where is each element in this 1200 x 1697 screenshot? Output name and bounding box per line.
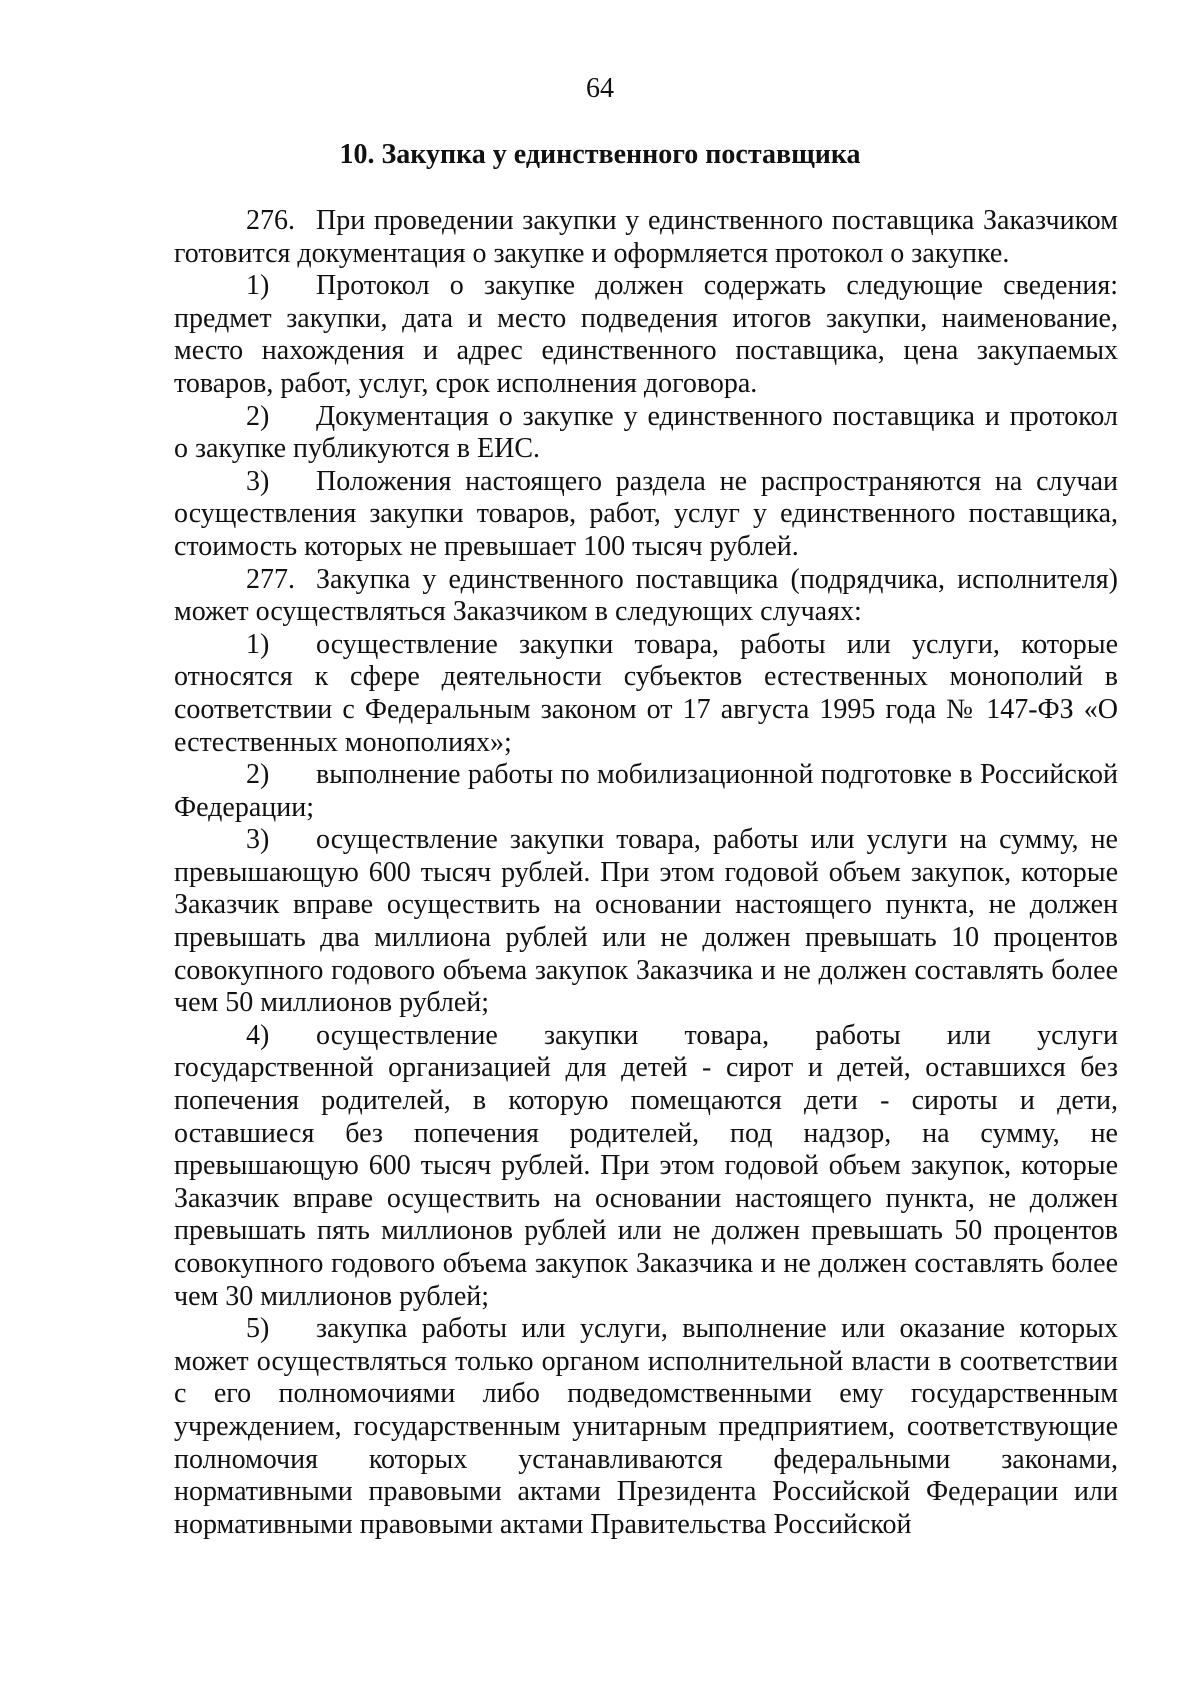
paragraph-number: 277.: [246, 563, 295, 595]
paragraph: [174, 1313, 1118, 1541]
paragraph: [174, 824, 1118, 1020]
paragraph-text: осуществление закупки товара, работы или услуги государственной организацией для детей - сирот и детей, оставшихся без попечения родителей, в которую помещаются дети - сироты и дети, оставшиеся без попечения родителей, под надзор, на сумму, не превышающую 600 тысяч рублей. При этом годовой объем закупок, которые Заказчик вправе осуществить на основании настоящего пункта, не должен превышать пять миллионов рублей или не должен превышать 50 процентов совокупного годового объема закупок Заказчика и не должен составлять более чем 30 миллионов рублей;: [174, 1019, 1118, 1312]
paragraph: [174, 629, 1118, 759]
paragraph-text: Протокол о закупке должен содержать следующие сведения: предмет закупки, дата и место подведения итогов закупки, наименование, место нахождения и адрес единственного поставщика, цена закупаемых товаров, работ, услуг, срок исполнения договора.: [174, 270, 1118, 399]
paragraph-text: закупка работы или услуги, выполнение или оказание которых может осуществляться только органом исполнительной власти в соответствии с его полномочиями либо подведомственными ему государственным учреждением, государственным унитарным предприятием, соответствующие полномочия которых устанавливаются федеральными законами, нормативными правовыми актами Президента Российской Федерации или нормативными правовыми актами Правительства Российской: [174, 1313, 1118, 1540]
paragraph-text: Документация о закупке у единственного поставщика и протокол о закупке публикуются в ЕИС.: [174, 400, 1118, 465]
paragraph: [174, 401, 1118, 466]
paragraph-number: 4): [246, 1019, 270, 1051]
paragraph-number: 5): [246, 1313, 270, 1345]
paragraph: [174, 466, 1118, 564]
paragraph-number: 3): [246, 824, 270, 856]
body-text: [174, 205, 1118, 1541]
paragraph: [174, 270, 1118, 400]
page-number: 64: [586, 73, 614, 104]
paragraph-text: Положения настоящего раздела не распространяются на случаи осуществления закупки товаров, работ, услуг у единственного поставщика, стоимость которых не превышает 100 тысяч рублей.: [174, 465, 1118, 562]
paragraph-text: При проведении закупки у единственного поставщика Заказчиком готовится документация о закупке и оформляется протокол о закупке.: [174, 205, 1118, 269]
paragraph-text: осуществление закупки товара, работы или услуги, которые относятся к сфере деятельности субъектов естественных монополий в соответствии с Федеральным законом от 17 августа 1995 года № 147-ФЗ «О естественных монополиях»;: [174, 628, 1118, 758]
paragraph-text: выполнение работы по мобилизационной подготовке в Российской Федерации;: [174, 759, 1118, 823]
paragraph-number: 1): [246, 270, 270, 302]
section-title: 10. Закупка у единственного поставщика: [339, 139, 861, 170]
paragraph-number: 1): [246, 628, 270, 660]
paragraph-text: Закупка у единственного поставщика (подрядчика, исполнителя) может осуществляться Заказчиком в следующих случаях:: [174, 563, 1118, 628]
paragraph-number: 276.: [246, 205, 295, 236]
paragraph-text: осуществление закупки товара, работы или услуги на сумму, не превышающую 600 тысяч рублей. При этом годовой объем закупок, которые Заказчик вправе осуществить на основании настоящего пункта, не должен превышать два миллиона рублей или не должен превышать 10 процентов совокупного годового объема закупок Заказчика и не должен составлять более чем 50 миллионов рублей;: [174, 824, 1118, 1019]
paragraph-number: 2): [246, 759, 270, 791]
paragraph-number: 3): [246, 465, 270, 497]
paragraph: [174, 759, 1118, 824]
paragraph: [174, 205, 1118, 270]
paragraph: [174, 1020, 1118, 1313]
paragraph: [174, 564, 1118, 629]
paragraph-number: 2): [246, 400, 270, 432]
